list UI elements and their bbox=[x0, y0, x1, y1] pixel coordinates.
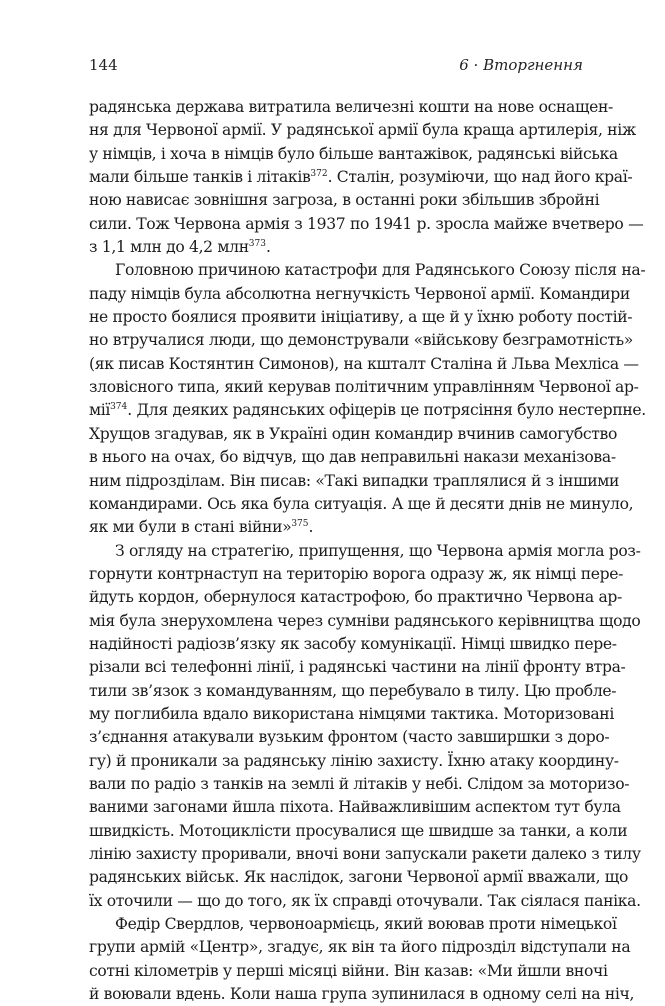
text-line bbox=[89, 540, 641, 563]
text-line bbox=[89, 399, 646, 422]
line-text: горнути контрнаступ на територію ворога одразу ж, як німці пере- bbox=[89, 564, 624, 583]
footnote-marker: 374 bbox=[110, 402, 128, 413]
footnote-marker: 372 bbox=[310, 169, 328, 180]
text-line bbox=[89, 796, 621, 819]
text-line bbox=[89, 446, 616, 469]
line-text: му поглибила вдало використана німцями тактика. Моторизовані bbox=[89, 704, 614, 723]
line-text: радянська держава витратила величезні кошти на нове оснащен- bbox=[89, 98, 613, 116]
line-text: їх оточили — що до того, як їх справді оточували. Так сіялася паніка. bbox=[89, 891, 641, 910]
text-line bbox=[89, 820, 628, 843]
line-text: тили зв’язок з командуванням, що перебувало в тилу. Цю пробле- bbox=[89, 681, 617, 700]
text-line bbox=[89, 703, 614, 726]
line-text: не просто боялися проявити ініціативу, а ще й у їхню роботу постій- bbox=[89, 308, 633, 327]
text-line bbox=[89, 843, 641, 866]
line-text: Головною причиною катастрофи для Радянського Союзу після на- bbox=[115, 261, 646, 280]
line-text: мали більше танків і літаків bbox=[89, 168, 311, 187]
text-line bbox=[89, 376, 639, 399]
footnote-marker: 375 bbox=[291, 519, 309, 530]
line-text: ня для Червоної армії. У радянської армії була краща артилерія, ніж bbox=[89, 121, 636, 140]
line-text-continued: . Сталін, розуміючи, що над його краї- bbox=[327, 168, 633, 187]
text-line bbox=[89, 516, 584, 539]
line-text: ваними загонами йшла піхота. Найважливішим аспектом тут була bbox=[89, 798, 621, 817]
line-text: йдуть кордон, обернулося катастрофою, бо практично Червона ар- bbox=[89, 588, 622, 607]
line-text: (як писав Костянтин Симонов), на кшталт Сталіна й Льва Мехліса — bbox=[89, 354, 639, 373]
line-text: надійності радіозв’язку як засобу комунікації. Німці швидко пере- bbox=[89, 634, 617, 653]
text-line bbox=[89, 283, 630, 306]
line-text: вали по радіо з танків на землі й літаків у небі. Слідом за моторизо- bbox=[89, 774, 630, 793]
text-line bbox=[89, 353, 639, 376]
text-line bbox=[89, 96, 613, 119]
line-text-continued: . bbox=[265, 238, 271, 257]
line-text-continued: . bbox=[308, 518, 314, 537]
line-text: З огляду на стратегію, припущення, що Червона армія могла роз- bbox=[115, 541, 641, 560]
section-title: 6 · Вторгнення bbox=[459, 56, 583, 74]
line-text: групи армій «Центр», згадує, як він та його підрозділ відступали на bbox=[89, 938, 631, 957]
text-line bbox=[89, 306, 633, 329]
line-text: Хрущов згадував, як в Україні один командир вчинив самогубство bbox=[89, 424, 618, 443]
text-line bbox=[89, 680, 617, 703]
text-line bbox=[89, 563, 624, 586]
line-text: в нього на очах, бо відчув, що дав неправильні накази механізова- bbox=[89, 448, 616, 467]
footnote-marker: 373 bbox=[248, 239, 266, 250]
line-text: паду німців була абсолютна негнучкість Червоної армії. Командири bbox=[89, 284, 630, 303]
page-number: 144 bbox=[89, 56, 118, 74]
line-text: сотні кілометрів у перші місяці війни. Він казав: «Ми йшли вночі bbox=[89, 961, 608, 980]
text-line bbox=[89, 586, 622, 609]
text-line bbox=[89, 656, 626, 679]
text-line bbox=[89, 493, 634, 516]
line-text: у німців, і хоча в німців було більше вантажівок, радянські війська bbox=[89, 144, 618, 163]
text-line bbox=[89, 750, 619, 773]
text-line bbox=[89, 610, 641, 633]
text-line bbox=[89, 890, 641, 913]
line-text: з 1,1 млн до 4,2 млн bbox=[89, 238, 249, 257]
line-text: ною нависає зовнішня загроза, в останні роки збільшив збройні bbox=[89, 191, 600, 210]
line-text: радянських військ. Як наслідок, загони Червоної армії вважали, що bbox=[89, 868, 628, 887]
text-line bbox=[89, 143, 618, 166]
line-text: но втручалися люди, що демонстрували «військову безграмотність» bbox=[89, 331, 633, 350]
line-text: гу) й проникали за радянську лінію захисту. Їхню атаку координу- bbox=[89, 751, 619, 770]
text-line bbox=[89, 983, 635, 1006]
line-text: як ми були в стані війни» bbox=[89, 518, 292, 537]
text-line bbox=[89, 773, 630, 796]
line-text: й воювали вдень. Коли наша група зупинилася в одному селі на ніч, bbox=[89, 985, 635, 1004]
text-line bbox=[89, 236, 584, 259]
text-line bbox=[89, 936, 631, 959]
line-text: з’єднання атакували вузьким фронтом (часто завширшки з доро- bbox=[89, 728, 610, 747]
text-line bbox=[89, 329, 633, 352]
line-text: сили. Тож Червона армія з 1937 по 1941 р. зросла майже вчетверо — bbox=[89, 214, 644, 233]
line-text: ним підрозділам. Він писав: «Такі випадки траплялися й з іншими bbox=[89, 471, 620, 490]
text-line bbox=[89, 913, 617, 936]
text-line bbox=[89, 119, 636, 142]
line-text: швидкість. Мотоциклісти просувалися ще швидше за танки, а коли bbox=[89, 821, 628, 840]
body-text bbox=[89, 96, 646, 1006]
line-text: зловісного типа, який керував політичним управлінням Червоної ар- bbox=[89, 378, 639, 397]
line-text: мія була знерухомлена через сумніви радянського керівництва щодо bbox=[89, 611, 641, 630]
text-line bbox=[89, 470, 620, 493]
text-line bbox=[89, 866, 628, 889]
line-text: командирами. Ось яка була ситуація. А ще й десяти днів не минуло, bbox=[89, 494, 634, 513]
text-line bbox=[89, 213, 644, 236]
text-line bbox=[89, 726, 610, 749]
text-line bbox=[89, 633, 617, 656]
line-text: лінію захисту проривали, вночі вони запускали ракети далеко з тилу bbox=[89, 845, 641, 863]
text-line bbox=[89, 189, 600, 212]
text-line bbox=[89, 259, 646, 282]
text-line bbox=[89, 423, 618, 446]
line-text: Федір Свердлов, червоноармієць, який воював проти німецької bbox=[115, 915, 617, 934]
text-line bbox=[89, 166, 633, 189]
line-text: мії bbox=[89, 401, 111, 420]
running-header bbox=[89, 56, 583, 74]
line-text: різали всі телефонні лінії, і радянські частини на лінії фронту втра- bbox=[89, 658, 626, 677]
line-text-continued: . Для деяких радянських офіцерів це потрясіння було нестерпне. bbox=[127, 401, 646, 420]
text-line bbox=[89, 960, 608, 983]
